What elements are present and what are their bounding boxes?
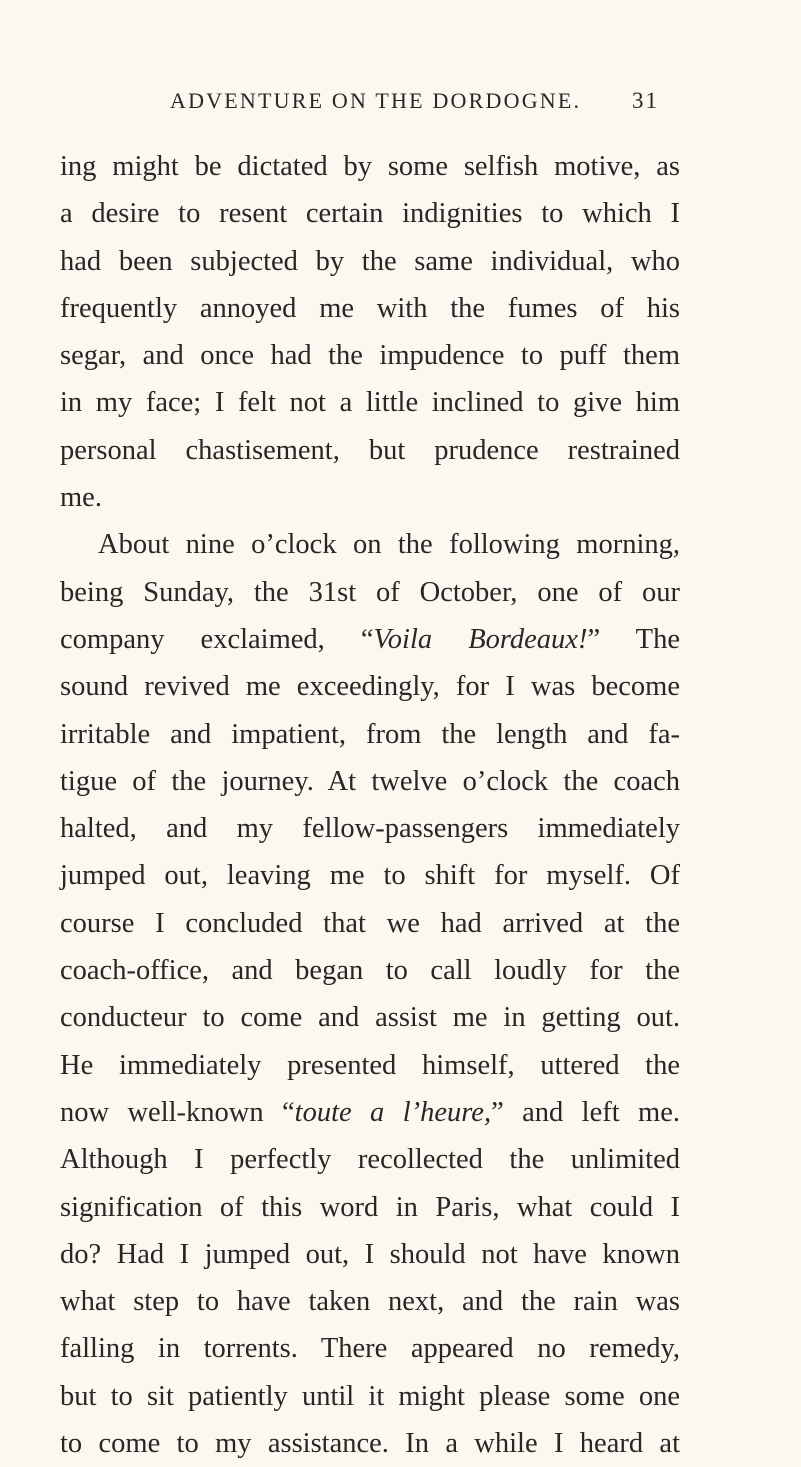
line-text-after: ” The bbox=[587, 623, 680, 655]
text-line: being Sunday, the 31st of October, one of our bbox=[60, 576, 680, 608]
text-line: segar, and once had the impudence to puff them bbox=[60, 340, 680, 372]
text-line: a desire to resent certain indignities to which I bbox=[60, 198, 680, 230]
text-line: had been subjected by the same individual, who bbox=[60, 245, 680, 277]
text-line: what step to have taken next, and the rain was bbox=[60, 1286, 680, 1318]
running-title: ADVENTURE ON THE DORDOGNE. bbox=[170, 88, 582, 113]
page-number: 31 bbox=[632, 88, 659, 113]
italic-phrase: toute a l’heure, bbox=[294, 1096, 492, 1128]
text-line: do? Had I jumped out, I should not have known bbox=[60, 1238, 680, 1270]
text-line: falling in torrents. There appeared no remedy, bbox=[60, 1333, 680, 1365]
text-line: coach-office, and began to call loudly for the bbox=[60, 955, 680, 987]
text-line: but to sit patiently until it might please some one bbox=[60, 1380, 680, 1412]
text-line: frequently annoyed me with the fumes of his bbox=[60, 292, 680, 324]
text-line: ing might be dictated by some selfish motive, as bbox=[60, 151, 680, 182]
text-line: tigue of the journey. At twelve o’clock the coach bbox=[60, 765, 680, 797]
text-line: course I concluded that we had arrived at the bbox=[60, 907, 680, 939]
text-line: He immediately presented himself, uttered the bbox=[60, 1049, 680, 1081]
text-line: in my face; I felt not a little inclined to give him bbox=[60, 387, 680, 419]
paragraph-first-line: About nine o’clock on the following morning, bbox=[98, 529, 680, 561]
text-line: Although I perfectly recollected the unlimited bbox=[60, 1144, 680, 1176]
line-text-after: ” and left me. bbox=[491, 1096, 680, 1128]
text-line: conducteur to come and assist me in getting out. bbox=[60, 1002, 680, 1034]
text-line: to come to my assistance. In a while I heard at bbox=[60, 1428, 680, 1460]
text-line: jumped out, leaving me to shift for myself. Of bbox=[60, 860, 680, 892]
text-line-with-italic bbox=[60, 1089, 680, 1136]
body-text bbox=[60, 143, 680, 1467]
text-line: irritable and impatient, from the length and fa- bbox=[60, 718, 680, 750]
text-line: halted, and my fellow-passengers immediately bbox=[60, 813, 680, 845]
text-line: personal chastisement, but prudence restrained bbox=[60, 434, 680, 466]
italic-phrase: Voila Bordeaux! bbox=[373, 623, 588, 655]
text-line-with-italic bbox=[60, 616, 680, 663]
running-head bbox=[0, 88, 801, 118]
text-line: signification of this word in Paris, what could I bbox=[60, 1191, 680, 1223]
text-line: sound revived me exceedingly, for I was become bbox=[60, 671, 680, 703]
line-text-before: now well-known “ bbox=[60, 1096, 295, 1128]
text-line: me. bbox=[60, 482, 102, 514]
line-text-before: company exclaimed, “ bbox=[60, 623, 374, 655]
